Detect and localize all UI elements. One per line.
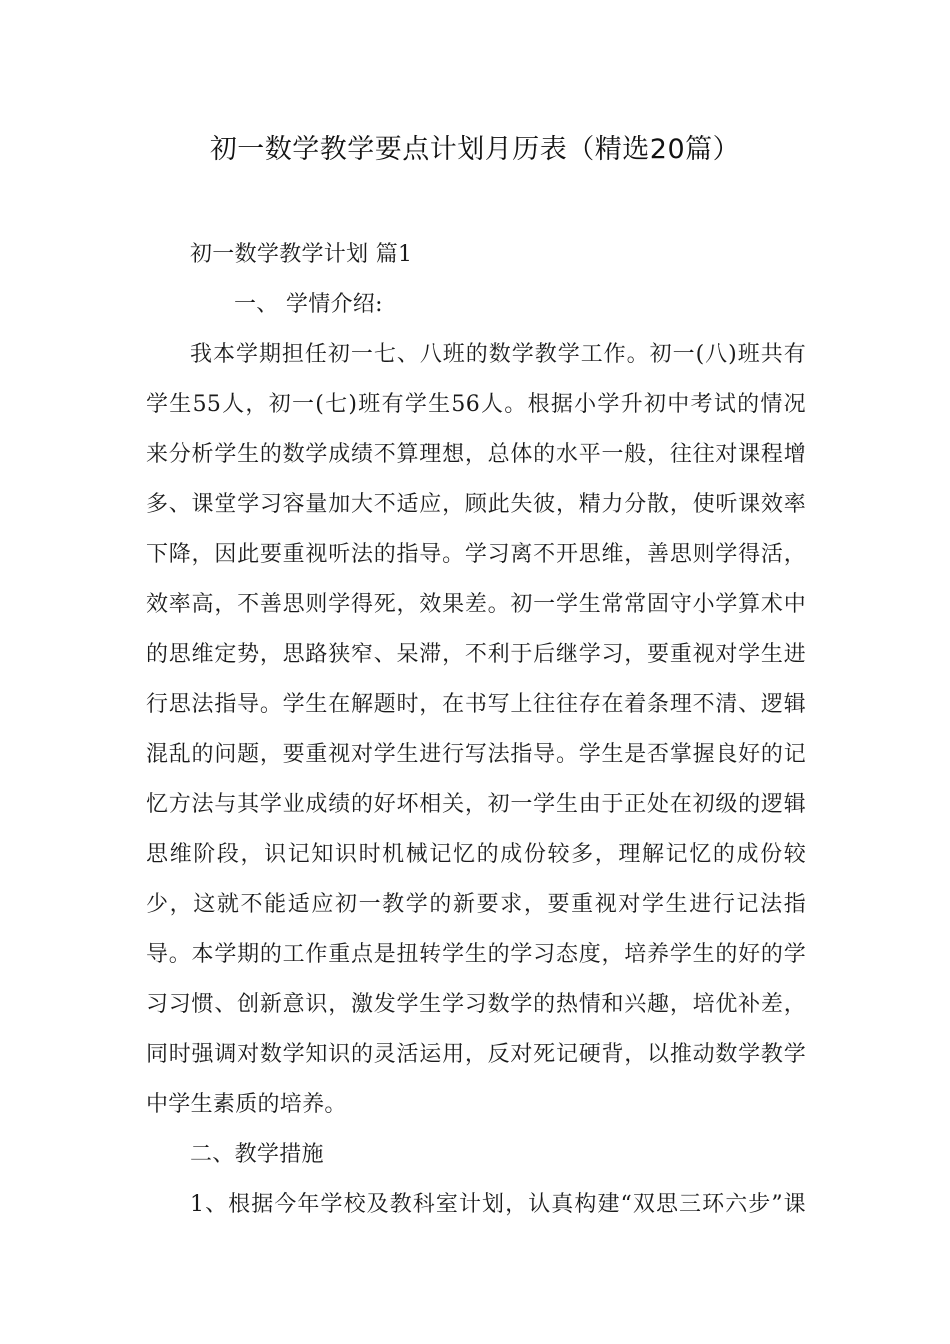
- document-body: [146, 230, 806, 1230]
- section-heading: 初一数学教学计划 篇1: [190, 242, 413, 267]
- paragraph-line: 来分析学生的数学成绩不算理想，总体的水平一般，往往对课程增: [146, 442, 806, 467]
- paragraph-line: 学生55人，初一(七)班有学生56人。根据小学升初中考试的情况: [146, 392, 806, 417]
- paragraph-line: 多、课堂学习容量加大不适应，顾此失彼，精力分散，使听课效率: [146, 492, 806, 517]
- subheading-student-situation: 一、 学情介绍:: [234, 292, 383, 317]
- paragraph-line: 忆方法与其学业成绩的好坏相关，初一学生由于正处在初级的逻辑: [146, 792, 806, 817]
- paragraph-line: 中学生素质的培养。: [146, 1092, 347, 1117]
- paragraph-line: 下降，因此要重视听法的指导。学习离不开思维，善思则学得活，: [146, 542, 806, 567]
- paragraph-line: 混乱的问题，要重视对学生进行写法指导。学生是否掌握良好的记: [146, 742, 806, 767]
- subheading-teaching-measures: 二、教学措施: [190, 1142, 324, 1167]
- paragraph-line: 导。本学期的工作重点是扭转学生的学习态度，培养学生的好的学: [146, 942, 806, 967]
- paragraph-line: 1、根据今年学校及教科室计划，认真构建“双思三环六步”课: [190, 1192, 806, 1217]
- paragraph-line: 习习惯、创新意识，激发学生学习数学的热情和兴趣，培优补差，: [146, 992, 806, 1017]
- paragraph-line: 的思维定势，思路狭窄、呆滞，不利于后继学习，要重视对学生进: [146, 642, 806, 667]
- paragraph-line: 行思法指导。学生在解题时，在书写上往往存在着条理不清、逻辑: [146, 692, 806, 717]
- paragraph-line: 少，这就不能适应初一教学的新要求，要重视对学生进行记法指: [146, 892, 806, 917]
- paragraph-line: 思维阶段，识记知识时机械记忆的成份较多，理解记忆的成份较: [146, 842, 806, 867]
- paragraph-student-situation: [146, 330, 806, 1130]
- paragraph-line: 效率高，不善思则学得死，效果差。初一学生常常固守小学算术中: [146, 592, 806, 617]
- document-title: 初一数学教学要点计划月历表（精选20篇）: [209, 134, 741, 165]
- paragraph-line: 同时强调对数学知识的灵活运用，反对死记硬背，以推动数学教学: [146, 1042, 806, 1067]
- paragraph-teaching-measures: [146, 1180, 806, 1230]
- paragraph-line: 我本学期担任初一七、八班的数学教学工作。初一(八)班共有: [190, 342, 806, 367]
